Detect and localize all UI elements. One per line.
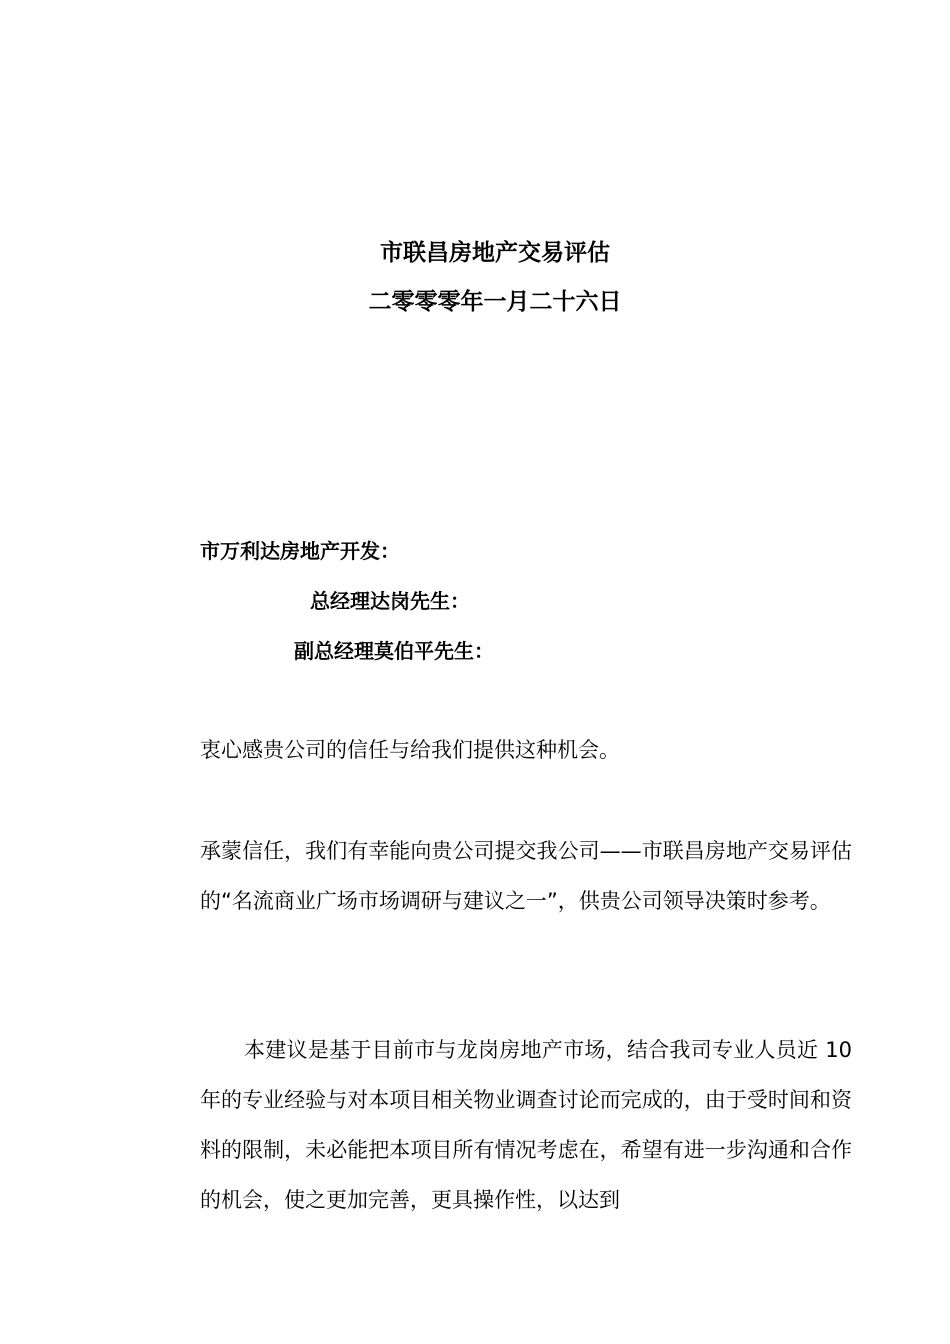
document-title: 市联昌房地产交易评估 — [380, 240, 610, 266]
body-paragraph-submission: 承蒙信任，我们有幸能向贵公司提交我公司——市联昌房地产交易评估的“名流商业广场市场调研与建议之一”，供贵公司领导决策时参考。 — [200, 839, 852, 913]
salutation-company: 市万利达房地产开发： — [200, 539, 400, 563]
body-paragraph-basis: 本建议是基于目前市与龙岗房地产市场，结合我司专业人员近 10 年的专业经验与对本项目相关物业调查讨论而完成的，由于受时间和资料的限制，未必能把本项目所有情况考虑在，希望有进一步沟通和合作的机会，使之更加完善，更具操作性，以达到 — [200, 1038, 852, 1212]
body-paragraph-thanks: 衷心感贵公司的信任与给我们提供这种机会。 — [200, 738, 620, 762]
document-date: 二零零零年一月二十六日 — [368, 289, 622, 315]
salutation-general-manager: 总经理达岗先生： — [310, 589, 470, 613]
salutation-deputy-general-manager: 副总经理莫伯平先生： — [294, 639, 494, 663]
